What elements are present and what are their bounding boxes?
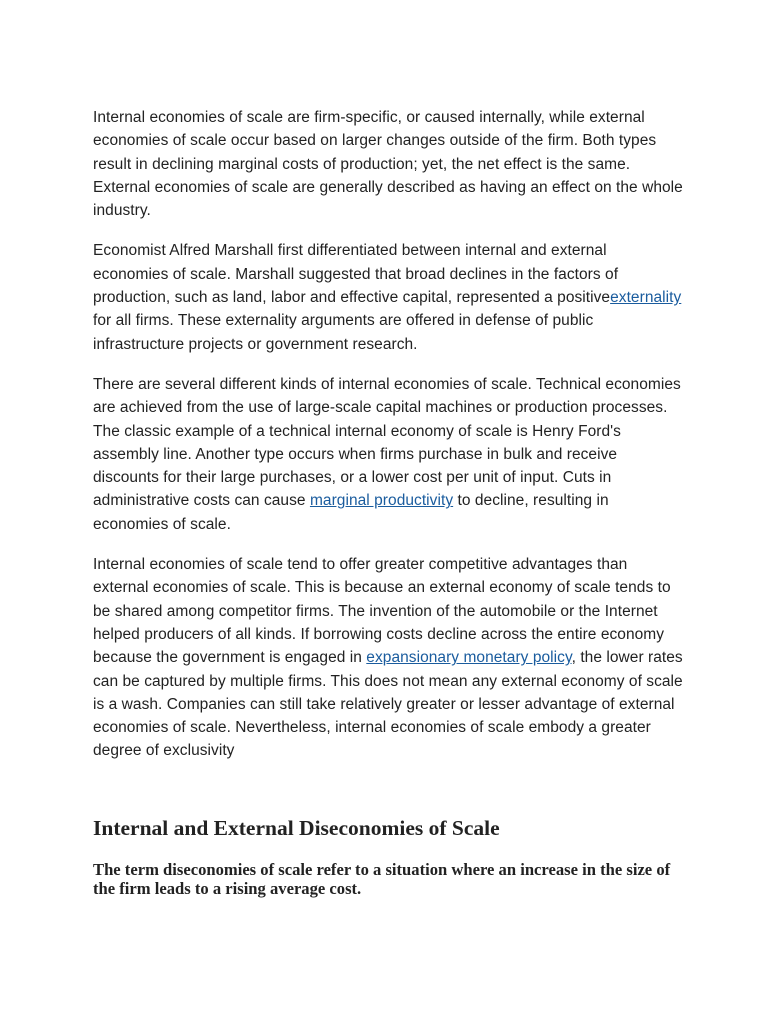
paragraph-4-text-before: Internal economies of scale tend to offer greater competitive advantages than external economies of scale. This is because an external economy of scale tends to be shared among competitor firms. The invention of the automobile or the Internet helped producers of all kinds. If borrowing costs decline across the entire economy because the government is engaged in [93,556,671,667]
expansionary-monetary-policy-link[interactable]: expansionary monetary policy [366,649,572,667]
paragraph-1-text: Internal economies of scale are firm-specific, or caused internally, while external economies of scale occur based on larger changes outside of the firm. Both types result in declining marginal costs of production; yet, the net effect is the same. External economies of scale are generally described as having an effect on the whole industry. [93,109,683,220]
paragraph-4-text-after: , the lower rates can be captured by multiple firms. This does not mean any external economy of scale is a wash. Companies can still take relatively greater or lesser advantage of external economies of scale. Nevertheless, internal economies of scale embody a greater degree of exclusivity [93,649,683,760]
paragraph-3 [93,373,683,536]
section-intro-text: The term diseconomies of scale refer to a situation where an increase in the size of the firm leads to a rising average cost. [93,859,671,899]
paragraph-1 [93,106,683,222]
paragraph-2-text-after: for all firms. These externality arguments are offered in defense of public infrastructure projects or government research. [93,312,594,353]
paragraph-2 [93,239,683,355]
marginal-productivity-link[interactable]: marginal productivity [309,492,454,510]
paragraph-2-text-before: Economist Alfred Marshall first differentiated between internal and external economies of scale. Marshall suggested that broad declines in the factors of production, such as land, labor and effective capital, represented a positive [93,242,619,307]
paragraph-4 [93,553,683,763]
document-page [93,106,683,899]
paragraph-3-text-before: There are several different kinds of internal economies of scale. Technical economies are achieved from the use of large-scale capital machines or production processes. The classic example of a technical internal economy of scale is Henry Ford's assembly line. Another type occurs when firms purchase in bulk and receive discounts for their large purchases, or a lower cost per unit of input. Cuts in administrative costs can cause [93,375,681,510]
externality-link[interactable]: externality [610,289,682,307]
section-heading: Internal and External Diseconomies of Scale [93,815,500,840]
paragraph-3-text-after: to decline, resulting in economies of scale. [93,492,609,533]
